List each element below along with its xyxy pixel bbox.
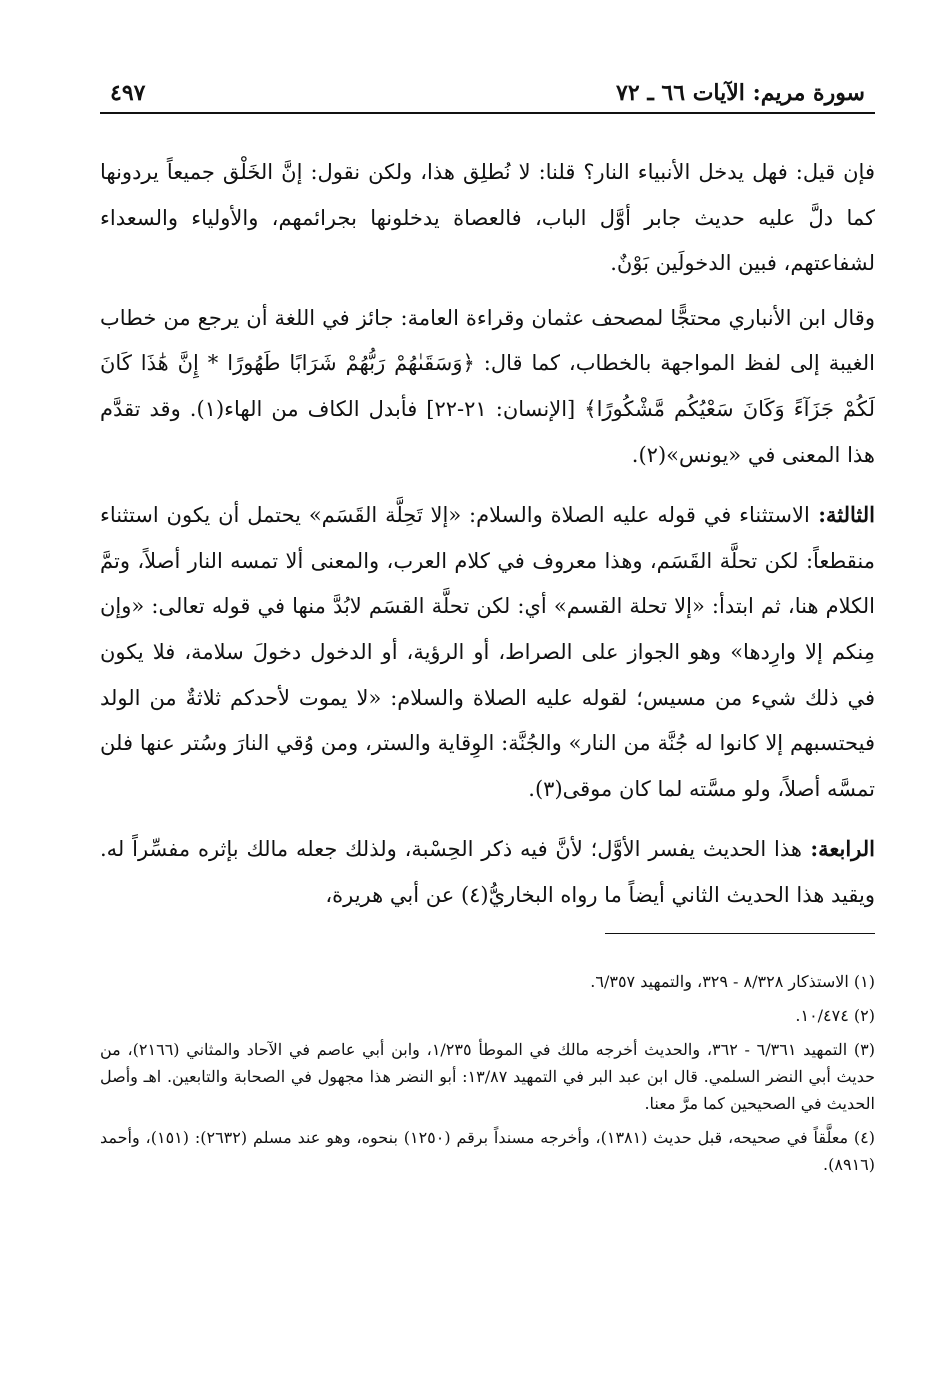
main-text [100, 150, 875, 919]
footnote-3: (٣) التمهيد ٦/٣٦١ - ٣٦٢، والحديث أخرجه مالك في الموطأ ١/٢٣٥، وابن أبي عاصم في الآحاد والمثاني (٢١٦٦)، من حديث أبي النضر السلمي. قال ابن عبد البر في التمهيد ١٣/٨٧: أبو النضر هذا مجهول في الصحابة والتابعين. اهـ وأصل الحديث في الصحيحين كما مرَّ معنا. [100, 1039, 876, 1113]
paragraph-text: الاستثناء في قوله عليه الصلاة والسلام: «إلا تَحِلَّة القَسَم» يحتمل أن يكون استثناء منقطعاً: لكن تحلَّة القَسَم، وهذا معروف في كلام العرب، والمعنى ألا تمسه النار أصلاً، وتمَّ الكلام هنا، ثم ابتدأ: «إلا تحلة القسم» أي: لكن تحلَّة القسَم لابُدَّ منها في قوله تعالى: «وإن مِنكم إلا وارِدها» وهو الجواز على الصراط، أو الرؤية، أو الدخول دخولَ سلامة، فلا يكون في ذلك شيء من مسيس؛ لقوله عليه الصلاة والسلام: «لا يموت لأحدكم ثلاثةٌ من الولد فيحتسبهم إلا كانوا له جُنَّة من النار» والجُنَّة: الوِقاية والستر، ومن وُقي النارَ وسُتر عنها فلن تمسَّه أصلاً، ولو مسَّته لما كان موقى(٣). [100, 503, 875, 801]
page-number: ٤٩٧ [110, 80, 146, 106]
paragraph-1 [100, 150, 875, 287]
footnotes [100, 968, 875, 1178]
footnote-4: (٤) معلَّقاً في صحيحه، قبل حديث (١٣٨١)، وأخرجه مسنداً برقم (١٢٥٠) بنحوه، وهو عند مسلم (٢٦٣٢): (١٥١)، وأحمد (٨٩١٦). [100, 1127, 876, 1174]
chapter-title: سورة مريم: الآيات ٦٦ ـ ٧٢ [616, 80, 865, 106]
paragraph-4 [100, 826, 875, 918]
section-lead: الثالثة: [809, 502, 875, 528]
paragraph-text: فإن قيل: فهل يدخل الأنبياء النار؟ قلنا: لا نُطلِق هذا، ولكن نقول: إنَّ الخَلْق جميعاً يردونها كما دلَّ عليه حديث جابر أوَّل الباب، فالعصاة يدخلونها بجرائمهم، والأولياء والسعداء لشفاعتهم، فبين الدخولَين بَوْنٌ. [100, 160, 875, 276]
running-header [100, 70, 875, 114]
footnote-1: (١) الاستذكار ٨/٣٢٨ - ٣٢٩، والتمهيد ٦/٣٥٧. [590, 971, 875, 991]
paragraph-text: هذا الحديث يفسر الأوَّل؛ لأنَّ فيه ذكر الحِسْبة، ولذلك جعله مالك بإثره مفسِّراً له. ويقيد هذا الحديث الثاني أيضاً ما رواه البخاريُّ(٤) عن أبي هريرة، [100, 837, 875, 907]
footnote-2: (٢) ١٠/٤٧٤. [795, 1005, 875, 1025]
book-page [100, 70, 875, 1185]
paragraph-3 [100, 492, 875, 812]
paragraph-text: وقال ابن الأنباري محتجًّا لمصحف عثمان وقراءة العامة: جائز في اللغة أن يرجع من خطاب الغيبة إلى لفظ المواجهة بالخطاب، كما قال: ﴿وَسَقَىٰهُمْ رَبُّهُمْ شَرَابًا طَهُورًا * إِنَّ هَٰذَا كَانَ لَكُمْ جَزَآءً وَكَانَ سَعْيُكُم مَّشْكُورًا﴾ [الإنسان: ٢١-٢٢] فأبدل الكاف من الهاء(١). وقد تقدَّم هذا المعنى في «يونس»(٢). [100, 305, 875, 467]
paragraph-2 [100, 296, 875, 478]
section-lead: الرابعة: [801, 836, 875, 862]
footnote-separator [605, 933, 875, 934]
